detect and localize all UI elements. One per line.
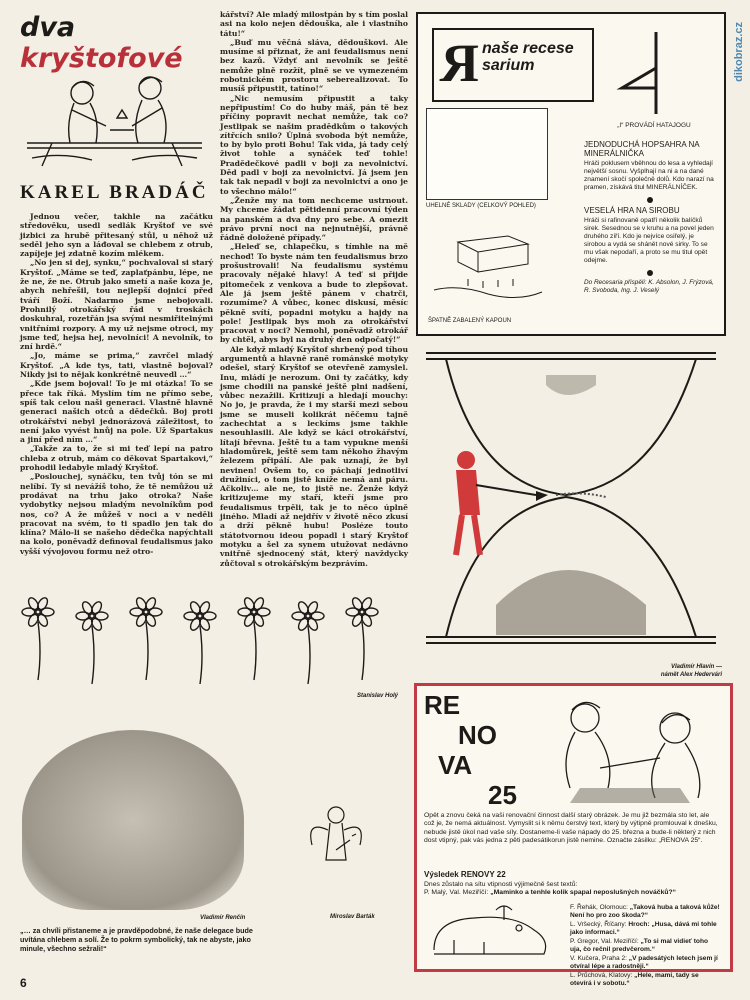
- cave-caption: „… za chvíli přistaneme a je pravděpodobné, že naše delegace bude uvítána chlebem a solí. Že to pokrm symbolický, tak ne abyste, jako minule, všechno sežrali!“: [20, 926, 253, 953]
- recesarium-text: [584, 140, 716, 295]
- item1-title: JEDNODUCHÁ HOPSAHRA NA MINERÁLNIČKA: [584, 140, 700, 158]
- hourglass-credit: [600, 663, 722, 679]
- logo-text: naše recese sarium: [482, 40, 574, 74]
- renova-title-2: NO: [458, 720, 497, 750]
- flower-petal: [360, 596, 374, 612]
- entry-text: „Taková huba a taková kůže! Není ho pro zoo škoda?“: [570, 904, 720, 919]
- story-paragraph: Ale když mladý Kryštof shrbený pod tíhou argumentů a hlavně raně románské motyky odešel, starý Kryštof se otevřeně zamyslel. Inu, mládí je nerozum. Oni ty začátky, kdy jsme chodili na panské ještě plni nadšení, vůbec nezažili. Kritizují a hledají mouchy: No jo, je pravda, že i my starší mezi sebou jsme se museli kolikrát něčemu tajně zachechtat a s leckíms jsme takhle nesouhlasili. Ale když se káci otrokářství, lítají břevna. Ještě tu a tam vypukne menší hladomůrek, ještě sem tam někoho žhavým železem připálí. Ale pak uznají, že byl nevinen! Ovšem to, co páchají jednotliví družiníci, o tom jistě kníže nemá ani páru. Ačkoliv… ale ne, to jistě ne. Ženže když kritizujeme my staří, kteří jsme pro feudalismus trpěli, tak je to něco úplně jiného. Mladí až nejdřív v životě něco zkusí a drží pěkně hubu! Posléze touto státotvornou ideou popadl i starý Kryštof motyku a šel za synem utužovat nedávno vnitřně sjednocený stát, který navždycky zůčtoval s otrokářským bezprávím.: [220, 344, 408, 568]
- story-title-prefix: dva: [20, 12, 76, 43]
- item2-text: Hráči si rafinovaně opatří několik balíčků sirek. Sesednou se v kruhu a na povel jeden druhého zíří. Kdo je nejvíce osiřelý, je sirobou a vydá se shánět nové sirky. To se mu však nepodaří, a proto se mu titul opět odejme.: [584, 217, 714, 264]
- story-title-main: kryštofové: [20, 43, 183, 74]
- renova-title: [424, 690, 534, 810]
- story-paragraph: „Nic nemusím připustit a taky nepřipustím! Co do huby máš, pán tě bez příčiny popravit nechat nemůže, tak co? Jestlipak se našim pradědkům o takových zítřcích snilo? Úplná svoboda být nemůže, to by bylo proti Bohu! Tak vida, já tady celý život tohle a synáček teď tohle! Pradědečkové padli v boji za nevolnictví. Děd padl v boji za nevolnictví. Já jsem jen tak tak nepadl v boji za nevolnictví a ono je to všechno málo!“: [220, 93, 408, 196]
- renova-entry: [570, 972, 720, 988]
- angel-cartoon: [286, 790, 386, 880]
- flower-stem: [308, 626, 310, 684]
- renova-result-intro-1: Dnes zůstalo na sítu vtipnosti výjimečně šest textů:: [424, 881, 578, 888]
- renova-illustration: [540, 688, 720, 808]
- entry-who: P. Gregor, Val. Meziříčí:: [570, 938, 641, 945]
- bullet-dot: [647, 270, 653, 276]
- capon-caption: ŠPATNĚ ZABALENÝ KAPOUN: [428, 318, 512, 324]
- coal-caption: UHELNÉ SKLADY (CELKOVÝ POHLED): [426, 203, 536, 209]
- entry-text: „V padesátých letech jsem jí otvíral lépe a radostněji.“: [570, 955, 718, 970]
- renova-entries: [570, 904, 720, 988]
- renova-intro: Opět a znovu čeká na vaši renovační činnost další starý obrázek. Je mu již bezmála sto let, ale což je, že nemá aktuálnost. Vymyslit si k němu čerstvý text, který by výtipně promlouval k dnešku, nebude jistě úkol nad vaše síly. Dostaneme-li vaše nápady do 25. března a bude-li některý z nich dost vtipný, pak vás jedna z pěti padesátikorun jistě nemine. Označte zásilku: „RENOVA 25“.: [424, 812, 718, 844]
- renova-result-intro-2-text: „Maminko a tenhle kolik spapal neposlušných nováčků?“: [490, 889, 677, 897]
- entry-who: L. Průchová, Klatovy:: [570, 972, 635, 979]
- entry-text: „To si mal vidieť toho uja, čo rečnil predvčerom.“: [570, 938, 708, 953]
- hourglass-credit-line-1: Vladimír Hlavín —: [670, 664, 722, 670]
- hippo-illustration: [424, 900, 560, 962]
- item1-text: Hráči poklusem vběhnou do lesa a vyhledají největší sosnu. Vyšplhají na ni a na dané znamení skočí společně dolů. Kdo narazí na pramen, získává titul MINERÁLNÍČEK.: [584, 160, 714, 191]
- flower-stem: [362, 622, 364, 680]
- flower-petal: [306, 600, 320, 616]
- story-paragraph: „Heleď se, chlapečku, s tímhle na mě nechoď! To byste nám ten feudalismus brzo prošustrovali! Na feudalismu systému pracovaly nějaké hlavy! A teď si přijde pitomeček z venkova a bude to zlepšovat. Ale já jsem ještě pánem v chatrči, rozumíme? A vůbec, konec diskusí, měsíc pěkně svítí, popadni motyku a hajdy na pole! Jestlipak bys moh za otrokářství pracovat v noci? Nemohl, poněvadž otrokář by chtěl, abys byl na druhý den odpočatý!“: [220, 242, 408, 345]
- story-paragraph: „Takže za to, že si mi teď lepí na patro chleba z otrub, mám co děkovat Spartakovi,“ prohodil ledabyle mladý Kryštof.: [20, 444, 213, 473]
- cave-cartoon: [22, 730, 244, 910]
- renova-entry: [570, 955, 720, 971]
- sketch-coal: [426, 108, 548, 200]
- entry-text: Hroch: „Husa, dává mi tohle jako informaci.“: [570, 921, 717, 936]
- flower-stem: [146, 622, 148, 680]
- renova-title-1: RE: [424, 690, 461, 720]
- flower-petal: [252, 596, 266, 612]
- renova-result-intro-2-who: P. Malý, Val. Meziříčí:: [424, 889, 491, 897]
- story-paragraph: „Buď mu věčná sláva, dědouškovi. Ale musíme si přiznat, že ani feudalismus není bez kazů. Vždyť ani nevolník se ještě nemůže plně rozžít, plně se ve vymezeném robotnickém prostoru seberealizovat. To musíš připustit, tatíno!“: [220, 37, 408, 94]
- flower-petal: [36, 596, 50, 612]
- flower-stem: [254, 622, 256, 680]
- story-illustration: [22, 48, 210, 168]
- bullet-dot: [647, 197, 653, 203]
- story-author: KAREL BRADÁČ: [20, 182, 209, 203]
- watermark: dikobraz.cz: [733, 22, 745, 82]
- renova-number: 25: [488, 780, 517, 810]
- renova-title-3: VA: [438, 750, 473, 780]
- flower-petal: [90, 600, 104, 616]
- logo-letter: R: [440, 33, 479, 93]
- entry-who: F. Řehák, Olomouc:: [570, 904, 630, 911]
- recesarium-logo: [432, 28, 594, 102]
- renova-entry: [570, 904, 720, 920]
- sketch-capon: [428, 224, 548, 306]
- renova-result-intro-2: [424, 889, 720, 897]
- story-paragraph: kářství? Ale mladý milostpán by s tím poslal asi na kolo nejen dědouška, ale i vlastního tátu!“: [220, 10, 408, 38]
- flower-stem: [92, 626, 94, 684]
- renova-result-intro: [424, 881, 720, 898]
- story-paragraph: Jednou večer, takhle na začátku středověku, usedl sedlák Kryštof ve své jizbici za hrubě přitesaný stůl, u něhož už seděl jeho syn a láđoval se chlebem z otrub, zapíjeje jej zdatně kozím mlékem.: [20, 212, 213, 259]
- flower-petal: [144, 596, 158, 612]
- story-paragraph: „Kde jsem bojoval! To je mi otázka! To se přece tak říká. Myslím tím ne přímo sebe, spíš tak celou naši generaci. Vlastně hlavně generaci našich otců a dědečků. Boj proti otrokářství nebyl jednorázová záležitost, to není jako vyvést hnůj na pole. Už Spartakus a jiní před ním …“: [20, 379, 213, 445]
- entry-who: V. Kučera, Praha 2:: [570, 955, 629, 962]
- hourglass-cartoon: [416, 345, 726, 660]
- flowers-credit: Stanislav Holý: [356, 693, 398, 699]
- cave-credit: Vladimír Renčín: [200, 915, 246, 921]
- entry-text: „Hele, mami, tady se otevírá i v sobotu.“: [570, 972, 699, 987]
- story-paragraph: „Ženže my na tom nechceme ustrnout. My chceme žádat pětidenní pracovní týden na panském a dva dny pro sebe. A omezit právo první noci na nejnutnější, právně řádně doložené případy.“: [220, 195, 408, 243]
- story-paragraph: „No jen si dej, synku,“ pochvaloval si starý Kryštof. „Máme se teď, zaplaťpánbu, lépe, ne že ne, že ne. Otrub jako smetí a naše koza je, abych nehřešil, tou nejlepší dojnicí před tváří Boží. Nadarmo jsme nebojovali. Prohnilý otrokářský řád v troskách doskuhral, rozetřán jsa svými nesmiřitelnými vnitřními rozpory. A my už nejsme otroci, my jsme teď, hejsa hej, nevolníci! A nevolník, to zní hrdě.“: [20, 258, 213, 352]
- hatajoga-sketch: [612, 28, 682, 118]
- hatajoga-caption: „I“ PROVÁDÍ HATAJOGU: [617, 122, 691, 129]
- page-number: 6: [20, 976, 27, 990]
- renova-entry: [570, 938, 720, 954]
- story-paragraph: „Jo, máme se prima,“ zavrčel mladý Kryštof. „A kde tys, tati, vlastně bojoval? Nikdy jsi to nějak konkrétně neuvedl …“: [20, 351, 213, 380]
- renova-entry: [570, 921, 720, 937]
- flower-stem: [38, 622, 40, 680]
- flower-petal: [198, 600, 212, 616]
- story-paragraph: „Poslouchej, synáčku, ten tvůj tón se mi nelíbí. Ty si nevážíš toho, že tě nemůžou už prodávat na trhu jako otroka? Naše vydobytky nejsou mladým nevolníkům pod nos, co? A že můžeš v noci a v neděli pracovat na svém, to ti spadlo jen tak do klína? Málo-li se našeho dědečka napýchtali na kolo, poněvadž definoval feudalismus jako vyšší vývojovou formu než otro-: [20, 472, 213, 556]
- contributors: Do Recesaria přispěli: K. Absolon, J. Frýzová, R. Svoboda, Ing. J. Veselý: [584, 279, 714, 294]
- flower-stem: [200, 626, 202, 684]
- story-column-1: [20, 212, 213, 556]
- item2-title: VESELÁ HRA NA SIROBU: [584, 206, 680, 215]
- entry-who: L. Vršecký, Říčany:: [570, 921, 629, 928]
- hourglass-credit-line-2: námět Alex Hedervári: [660, 672, 722, 678]
- story-column-2: [220, 10, 408, 568]
- renova-result-title: Výsledek RENOVY 22: [424, 870, 506, 879]
- flowers-cartoon: [16, 584, 398, 684]
- angel-credit: Miroslav Barták: [330, 914, 375, 920]
